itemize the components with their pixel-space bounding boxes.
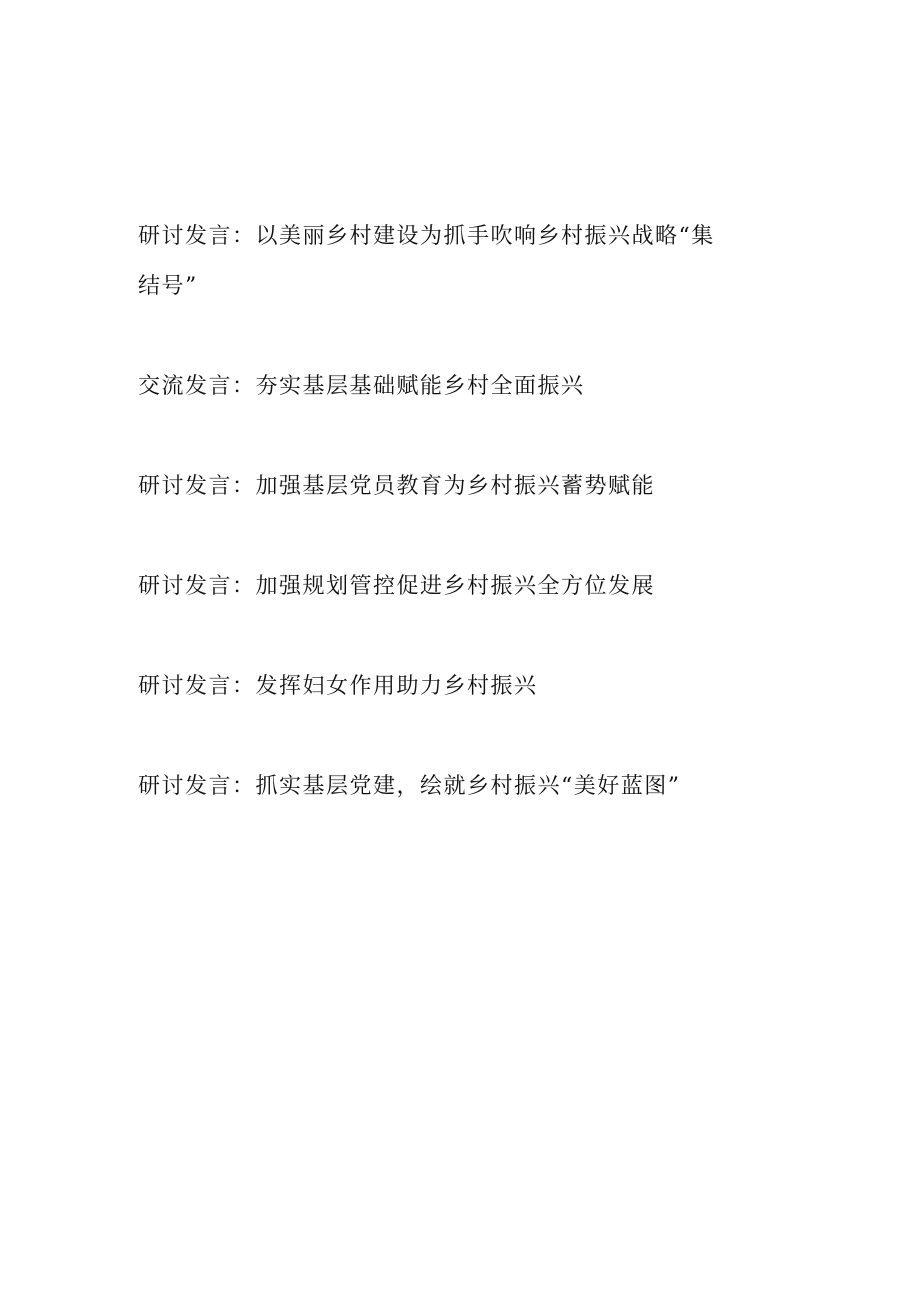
title-list xyxy=(138,212,738,812)
title-entry-6: 研讨发言：抓实基层党建，绘就乡村振兴“美好蓝图” xyxy=(138,774,681,799)
title-entry-3: 研讨发言：加强基层党员教育为乡村振兴蓄势赋能 xyxy=(138,474,656,499)
title-entry-1: 研讨发言：以美丽乡村建设为抓手吹响乡村振兴战略“集结号” xyxy=(138,224,715,299)
title-entry-4: 研讨发言：加强规划管控促进乡村振兴全方位发展 xyxy=(138,574,656,599)
title-entry-5: 研讨发言：发挥妇女作用助力乡村振兴 xyxy=(138,674,538,699)
title-entry-2: 交流发言：夯实基层基础赋能乡村全面振兴 xyxy=(138,374,585,399)
